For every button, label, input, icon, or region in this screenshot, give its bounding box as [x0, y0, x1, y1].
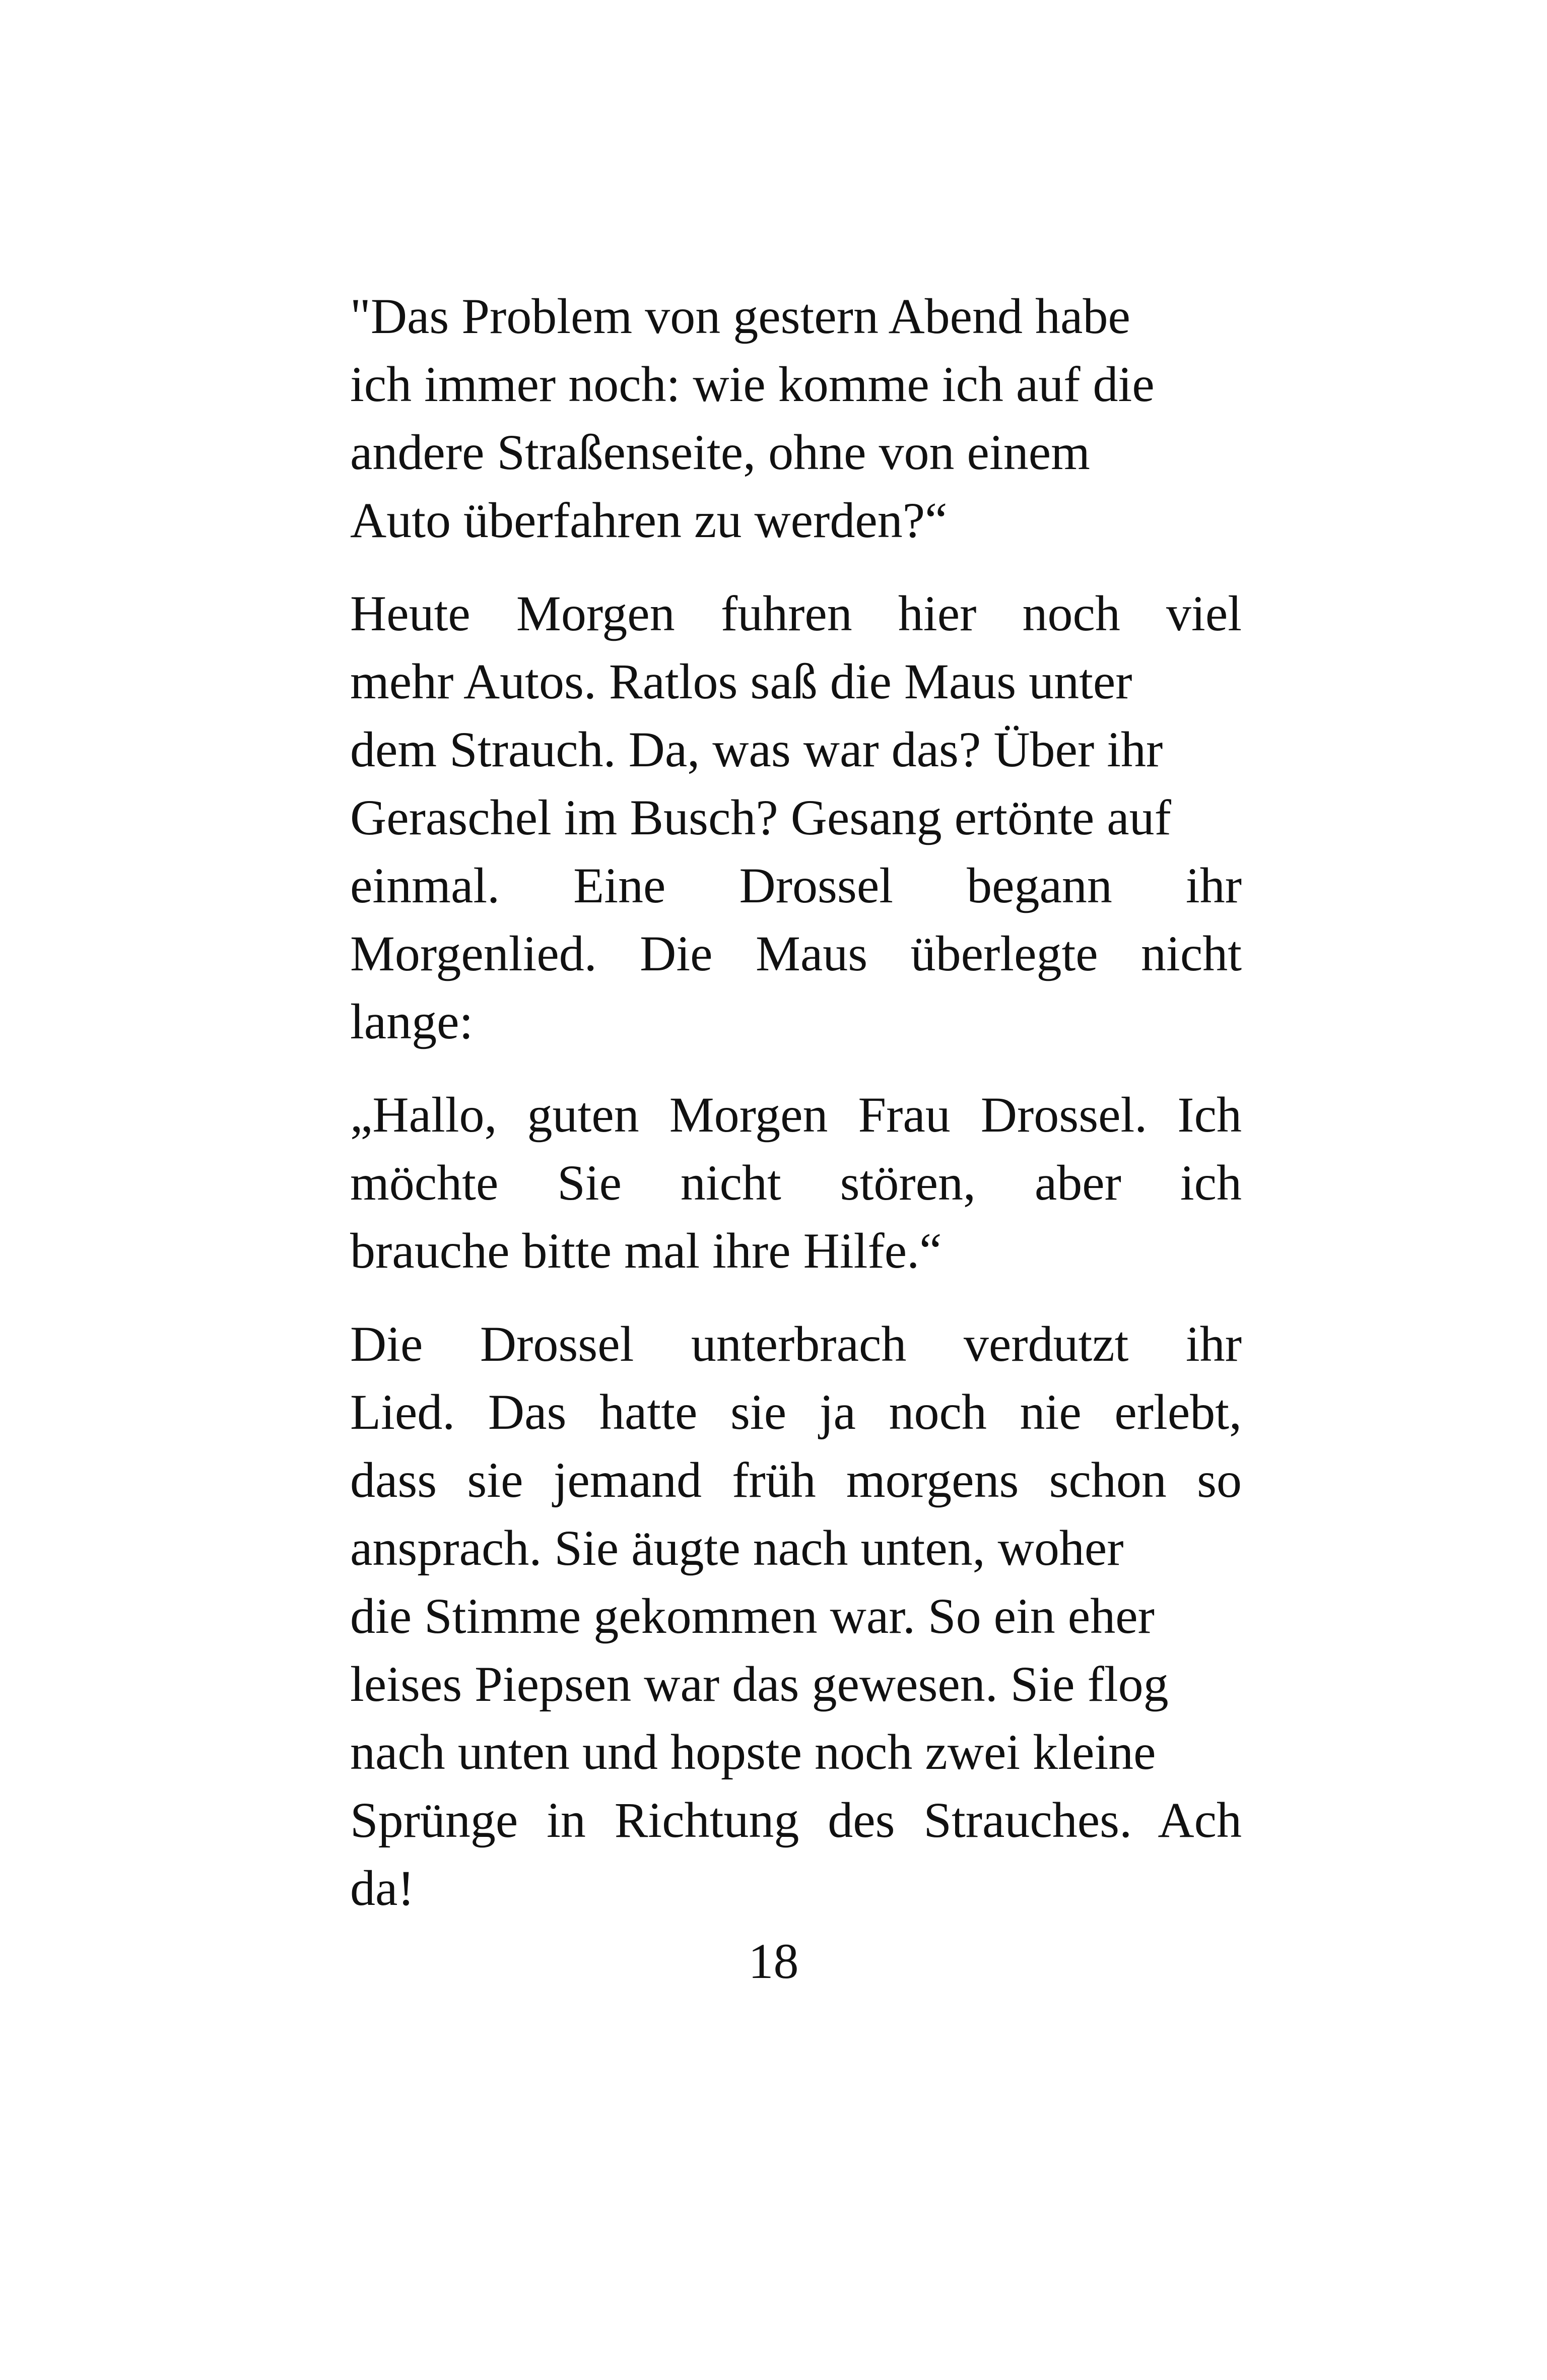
text-line: Morgenlied. Die Maus überlegte nicht	[350, 925, 1242, 981]
text-line: leises Piepsen war das gewesen. Sie flog	[350, 1656, 1169, 1712]
text-line: andere Straßenseite, ohne von einem	[350, 424, 1090, 480]
text-line: Auto überfahren zu werden?“	[350, 492, 948, 548]
text-line: dass sie jemand früh morgens schon so	[350, 1452, 1242, 1508]
text-line: ich immer noch: wie komme ich auf die	[350, 356, 1155, 412]
body-text	[350, 282, 1242, 1947]
text-line: brauche bitte mal ihre Hilfe.“	[350, 1223, 942, 1279]
text-line: „Hallo, guten Morgen Frau Drossel. Ich	[350, 1087, 1242, 1143]
page-number: 18	[748, 1933, 799, 1989]
paragraph	[350, 579, 1242, 1055]
paragraph	[350, 1081, 1242, 1285]
text-line: da!	[350, 1860, 415, 1916]
text-line: Heute Morgen fuhren hier noch viel	[350, 585, 1242, 641]
text-line: Geraschel im Busch? Gesang ertönte auf	[350, 789, 1171, 845]
text-line: "Das Problem von gestern Abend habe	[350, 288, 1130, 344]
text-line: einmal. Eine Drossel begann ihr	[350, 857, 1242, 913]
paragraph	[350, 1310, 1242, 1922]
text-line: Lied. Das hatte sie ja noch nie erlebt,	[350, 1384, 1242, 1440]
text-line: Sprünge in Richtung des Strauches. Ach	[350, 1792, 1242, 1848]
text-line: ansprach. Sie äugte nach unten, woher	[350, 1520, 1124, 1576]
text-line: Die Drossel unterbrach verdutzt ihr	[350, 1316, 1242, 1372]
text-line: lange:	[350, 994, 474, 1049]
text-line: nach unten und hopste noch zwei kleine	[350, 1724, 1156, 1780]
text-line: dem Strauch. Da, was war das? Über ihr	[350, 721, 1163, 777]
text-line: möchte Sie nicht stören, aber ich	[350, 1155, 1242, 1211]
text-line: die Stimme gekommen war. So ein eher	[350, 1588, 1155, 1644]
text-line: mehr Autos. Ratlos saß die Maus unter	[350, 653, 1132, 709]
paragraph	[350, 282, 1242, 554]
